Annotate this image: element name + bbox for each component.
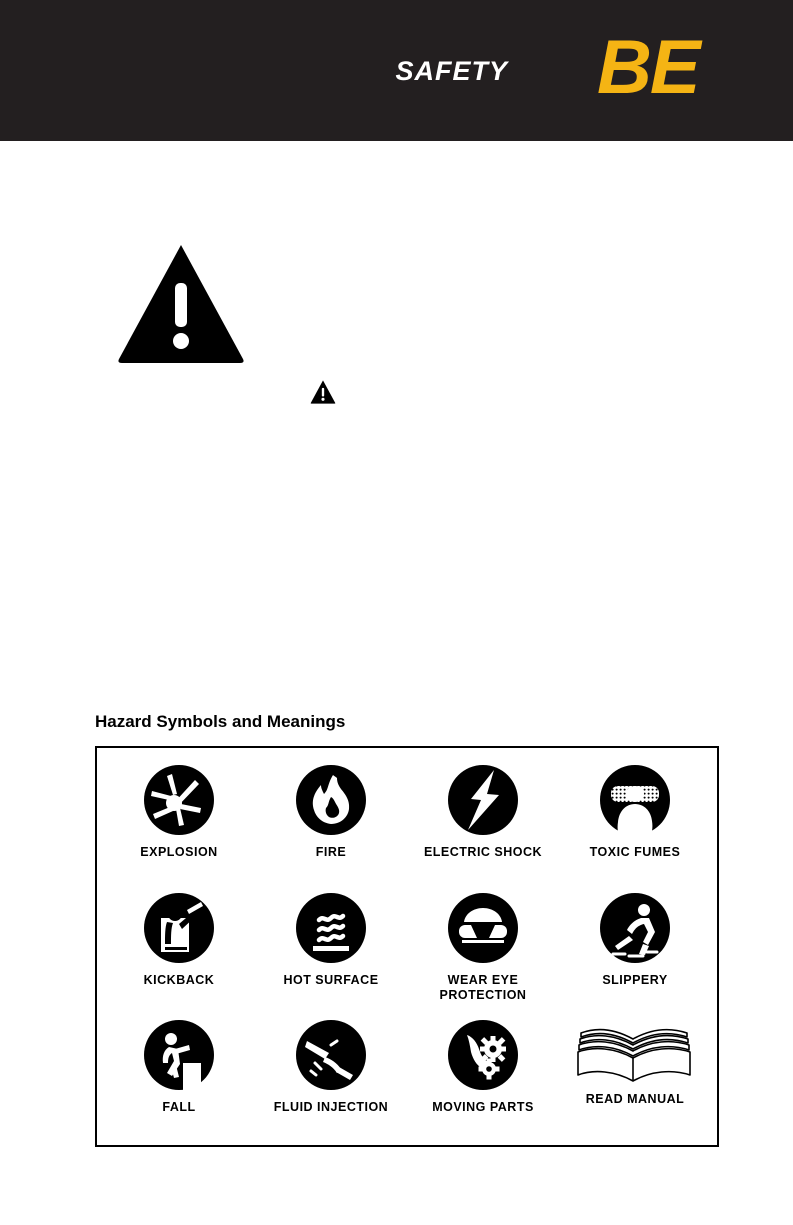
hazard-label: KICKBACK bbox=[143, 972, 215, 987]
hazard-item-slippery bbox=[559, 886, 711, 1014]
hazard-item-moving-parts bbox=[407, 1013, 559, 1141]
hazard-item-fluid-injection bbox=[255, 1013, 407, 1141]
hazard-section-heading: Hazard Symbols and Meanings bbox=[95, 712, 346, 731]
hazard-item-toxic-fumes bbox=[559, 758, 711, 886]
hazard-item-fire bbox=[255, 758, 407, 886]
eye-protection-icon bbox=[447, 892, 519, 964]
hazard-item-kickback bbox=[103, 886, 255, 1014]
hot-surface-icon bbox=[295, 892, 367, 964]
fire-icon bbox=[295, 764, 367, 836]
hazard-label: FALL bbox=[162, 1100, 196, 1115]
hazard-item-eye-protection bbox=[407, 886, 559, 1014]
hazard-label: WEAR EYE PROTECTION bbox=[439, 972, 527, 1002]
electric-shock-icon bbox=[447, 764, 519, 836]
hazard-label: FLUID INJECTION bbox=[273, 1100, 389, 1115]
brand-logo: BE bbox=[597, 25, 699, 110]
hazard-label: ELECTRIC SHOCK bbox=[423, 845, 543, 859]
fall-icon bbox=[143, 1019, 215, 1091]
warning-triangle-small-icon bbox=[310, 380, 336, 404]
hazard-item-read-manual bbox=[559, 1013, 711, 1141]
page-title: SAFETY bbox=[395, 56, 508, 86]
page-header bbox=[0, 0, 793, 141]
hazard-item-electric-shock bbox=[407, 758, 559, 886]
read-manual-icon bbox=[575, 1019, 695, 1083]
hazard-label: HOT SURFACE bbox=[283, 972, 379, 987]
fluid-injection-icon bbox=[295, 1019, 367, 1091]
hazard-label: READ MANUAL bbox=[585, 1092, 685, 1107]
slippery-icon bbox=[599, 892, 671, 964]
hazard-label: FIRE bbox=[315, 845, 347, 859]
explosion-icon bbox=[143, 764, 215, 836]
hazard-label: MOVING PARTS bbox=[432, 1100, 534, 1115]
hazard-label: TOXIC FUMES bbox=[589, 845, 681, 859]
hazard-symbols-grid bbox=[97, 748, 717, 1145]
hazard-item-fall bbox=[103, 1013, 255, 1141]
hazard-item-explosion bbox=[103, 758, 255, 886]
toxic-fumes-icon bbox=[599, 764, 671, 836]
hazard-symbols-box bbox=[95, 746, 719, 1147]
warning-triangle-icon bbox=[117, 243, 245, 365]
moving-parts-icon bbox=[447, 1019, 519, 1091]
hazard-label: SLIPPERY bbox=[602, 972, 668, 987]
kickback-icon bbox=[143, 892, 215, 964]
hazard-label: EXPLOSION bbox=[140, 845, 218, 859]
hazard-item-hot-surface bbox=[255, 886, 407, 1014]
